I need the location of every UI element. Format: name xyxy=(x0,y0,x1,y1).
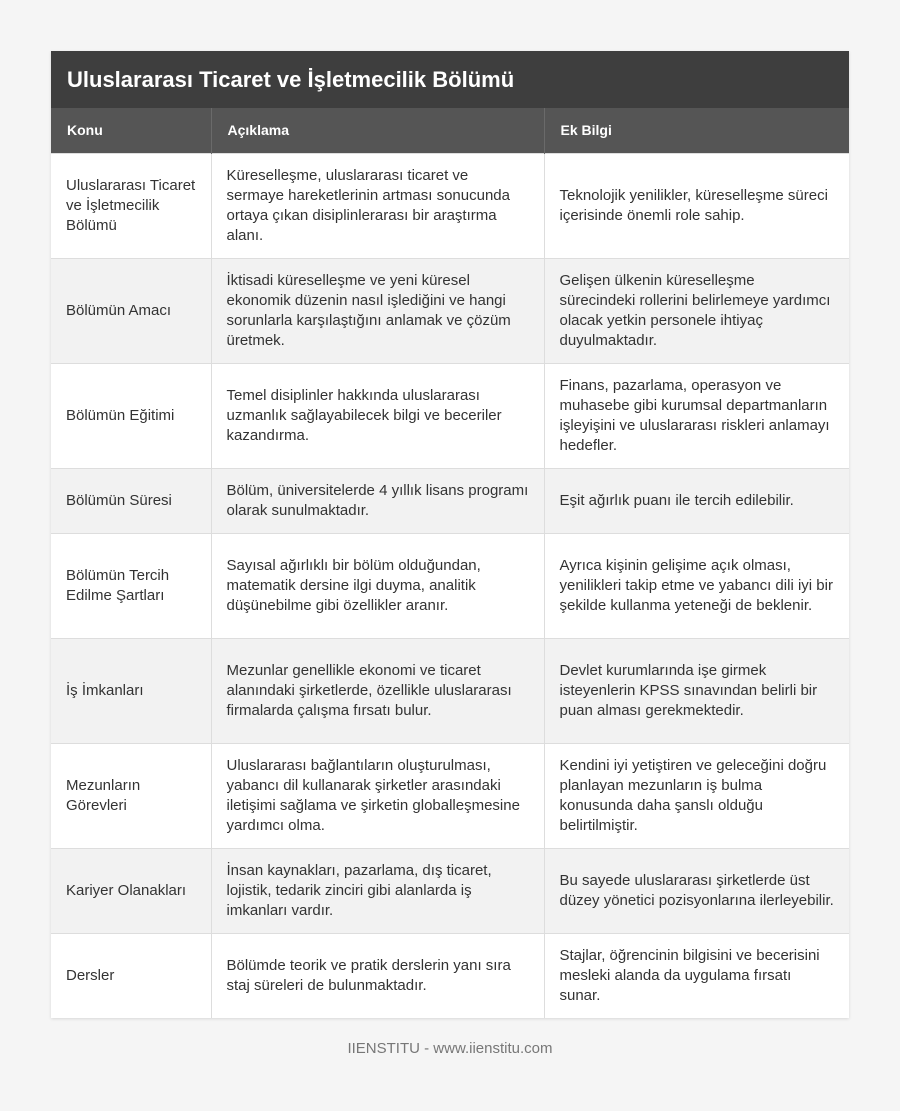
cell-konu: Bölümün Eğitimi xyxy=(51,363,211,468)
table-row xyxy=(51,258,849,363)
cell-ek-bilgi: Teknolojik yenilikler, küreselleşme süreci içerisinde önemli role sahip. xyxy=(544,153,849,258)
cell-ek-bilgi: Kendini iyi yetiştiren ve geleceğini doğru planlayan mezunların iş bulma konusunda daha şanslı olduğu belirtilmiştir. xyxy=(544,743,849,848)
info-table-card xyxy=(51,51,849,1018)
cell-konu: Bölümün Tercih Edilme Şartları xyxy=(51,533,211,638)
table-title: Uluslararası Ticaret ve İşletmecilik Bölümü xyxy=(51,51,849,108)
table-row xyxy=(51,468,849,533)
cell-ek-bilgi: Eşit ağırlık puanı ile tercih edilebilir. xyxy=(544,468,849,533)
cell-ek-bilgi: Stajlar, öğrencinin bilgisini ve becerisini mesleki alanda da uygulama fırsatı sunar. xyxy=(544,933,849,1018)
cell-aciklama: Bölüm, üniversitelerde 4 yıllık lisans programı olarak sunulmaktadır. xyxy=(211,468,544,533)
cell-ek-bilgi: Gelişen ülkenin küreselleşme sürecindeki rollerini belirlemeye yardımcı olacak yetkin personele ihtiyaç duyulmaktadır. xyxy=(544,258,849,363)
cell-ek-bilgi: Finans, pazarlama, operasyon ve muhasebe gibi kurumsal departmanların işleyişini ve uluslararası riskleri anlamayı hedefler. xyxy=(544,363,849,468)
cell-aciklama: İnsan kaynakları, pazarlama, dış ticaret, lojistik, tedarik zinciri gibi alanlarda iş imkanları vardır. xyxy=(211,848,544,933)
cell-konu: Kariyer Olanakları xyxy=(51,848,211,933)
table-row xyxy=(51,933,849,1018)
cell-aciklama: Uluslararası bağlantıların oluşturulması, yabancı dil kullanarak şirketler arasındaki iletişimi sağlama ve şirketin globalleşmesine yardımcı olma. xyxy=(211,743,544,848)
cell-konu: Mezunların Görevleri xyxy=(51,743,211,848)
cell-konu: İş İmkanları xyxy=(51,638,211,743)
cell-konu: Bölümün Süresi xyxy=(51,468,211,533)
cell-aciklama: Küreselleşme, uluslararası ticaret ve sermaye hareketlerinin artması sonucunda ortaya çıkan disiplinlerarası bir araştırma alanı. xyxy=(211,153,544,258)
cell-ek-bilgi: Bu sayede uluslararası şirketlerde üst düzey yönetici pozisyonlarına ilerleyebilir. xyxy=(544,848,849,933)
table-row xyxy=(51,363,849,468)
cell-aciklama: Sayısal ağırlıklı bir bölüm olduğundan, matematik dersine ilgi duyma, analitik düşünebilme gibi özellikler aranır. xyxy=(211,533,544,638)
table-row xyxy=(51,848,849,933)
footer-credit: IIENSTITU - www.iienstitu.com xyxy=(347,1040,553,1057)
table-header-row xyxy=(51,108,849,153)
cell-aciklama: Bölümde teorik ve pratik derslerin yanı sıra staj süreleri de bulunmaktadır. xyxy=(211,933,544,1018)
cell-konu: Bölümün Amacı xyxy=(51,258,211,363)
table-row xyxy=(51,533,849,638)
table-row xyxy=(51,743,849,848)
column-header-aciklama: Açıklama xyxy=(211,108,544,153)
cell-aciklama: Temel disiplinler hakkında uluslararası uzmanlık sağlayabilecek bilgi ve beceriler kazandırma. xyxy=(211,363,544,468)
cell-konu: Dersler xyxy=(51,933,211,1018)
cell-aciklama: İktisadi küreselleşme ve yeni küresel ekonomik düzenin nasıl işlediğini ve hangi sorunlarla karşılaştığını anlamak ve çözüm üretmek. xyxy=(211,258,544,363)
cell-ek-bilgi: Devlet kurumlarında işe girmek isteyenlerin KPSS sınavından belirli bir puan alması gerekmektedir. xyxy=(544,638,849,743)
column-header-konu: Konu xyxy=(51,108,211,153)
table-row xyxy=(51,638,849,743)
cell-konu: Uluslararası Ticaret ve İşletmecilik Bölümü xyxy=(51,153,211,258)
cell-aciklama: Mezunlar genellikle ekonomi ve ticaret alanındaki şirketlerde, özellikle uluslararası firmalarda çalışma fırsatı bulur. xyxy=(211,638,544,743)
info-table xyxy=(51,108,849,1018)
cell-ek-bilgi: Ayrıca kişinin gelişime açık olması, yenilikleri takip etme ve yabancı dili iyi bir şekilde kullanma yeteneği de beklenir. xyxy=(544,533,849,638)
column-header-ek-bilgi: Ek Bilgi xyxy=(544,108,849,153)
table-row xyxy=(51,153,849,258)
